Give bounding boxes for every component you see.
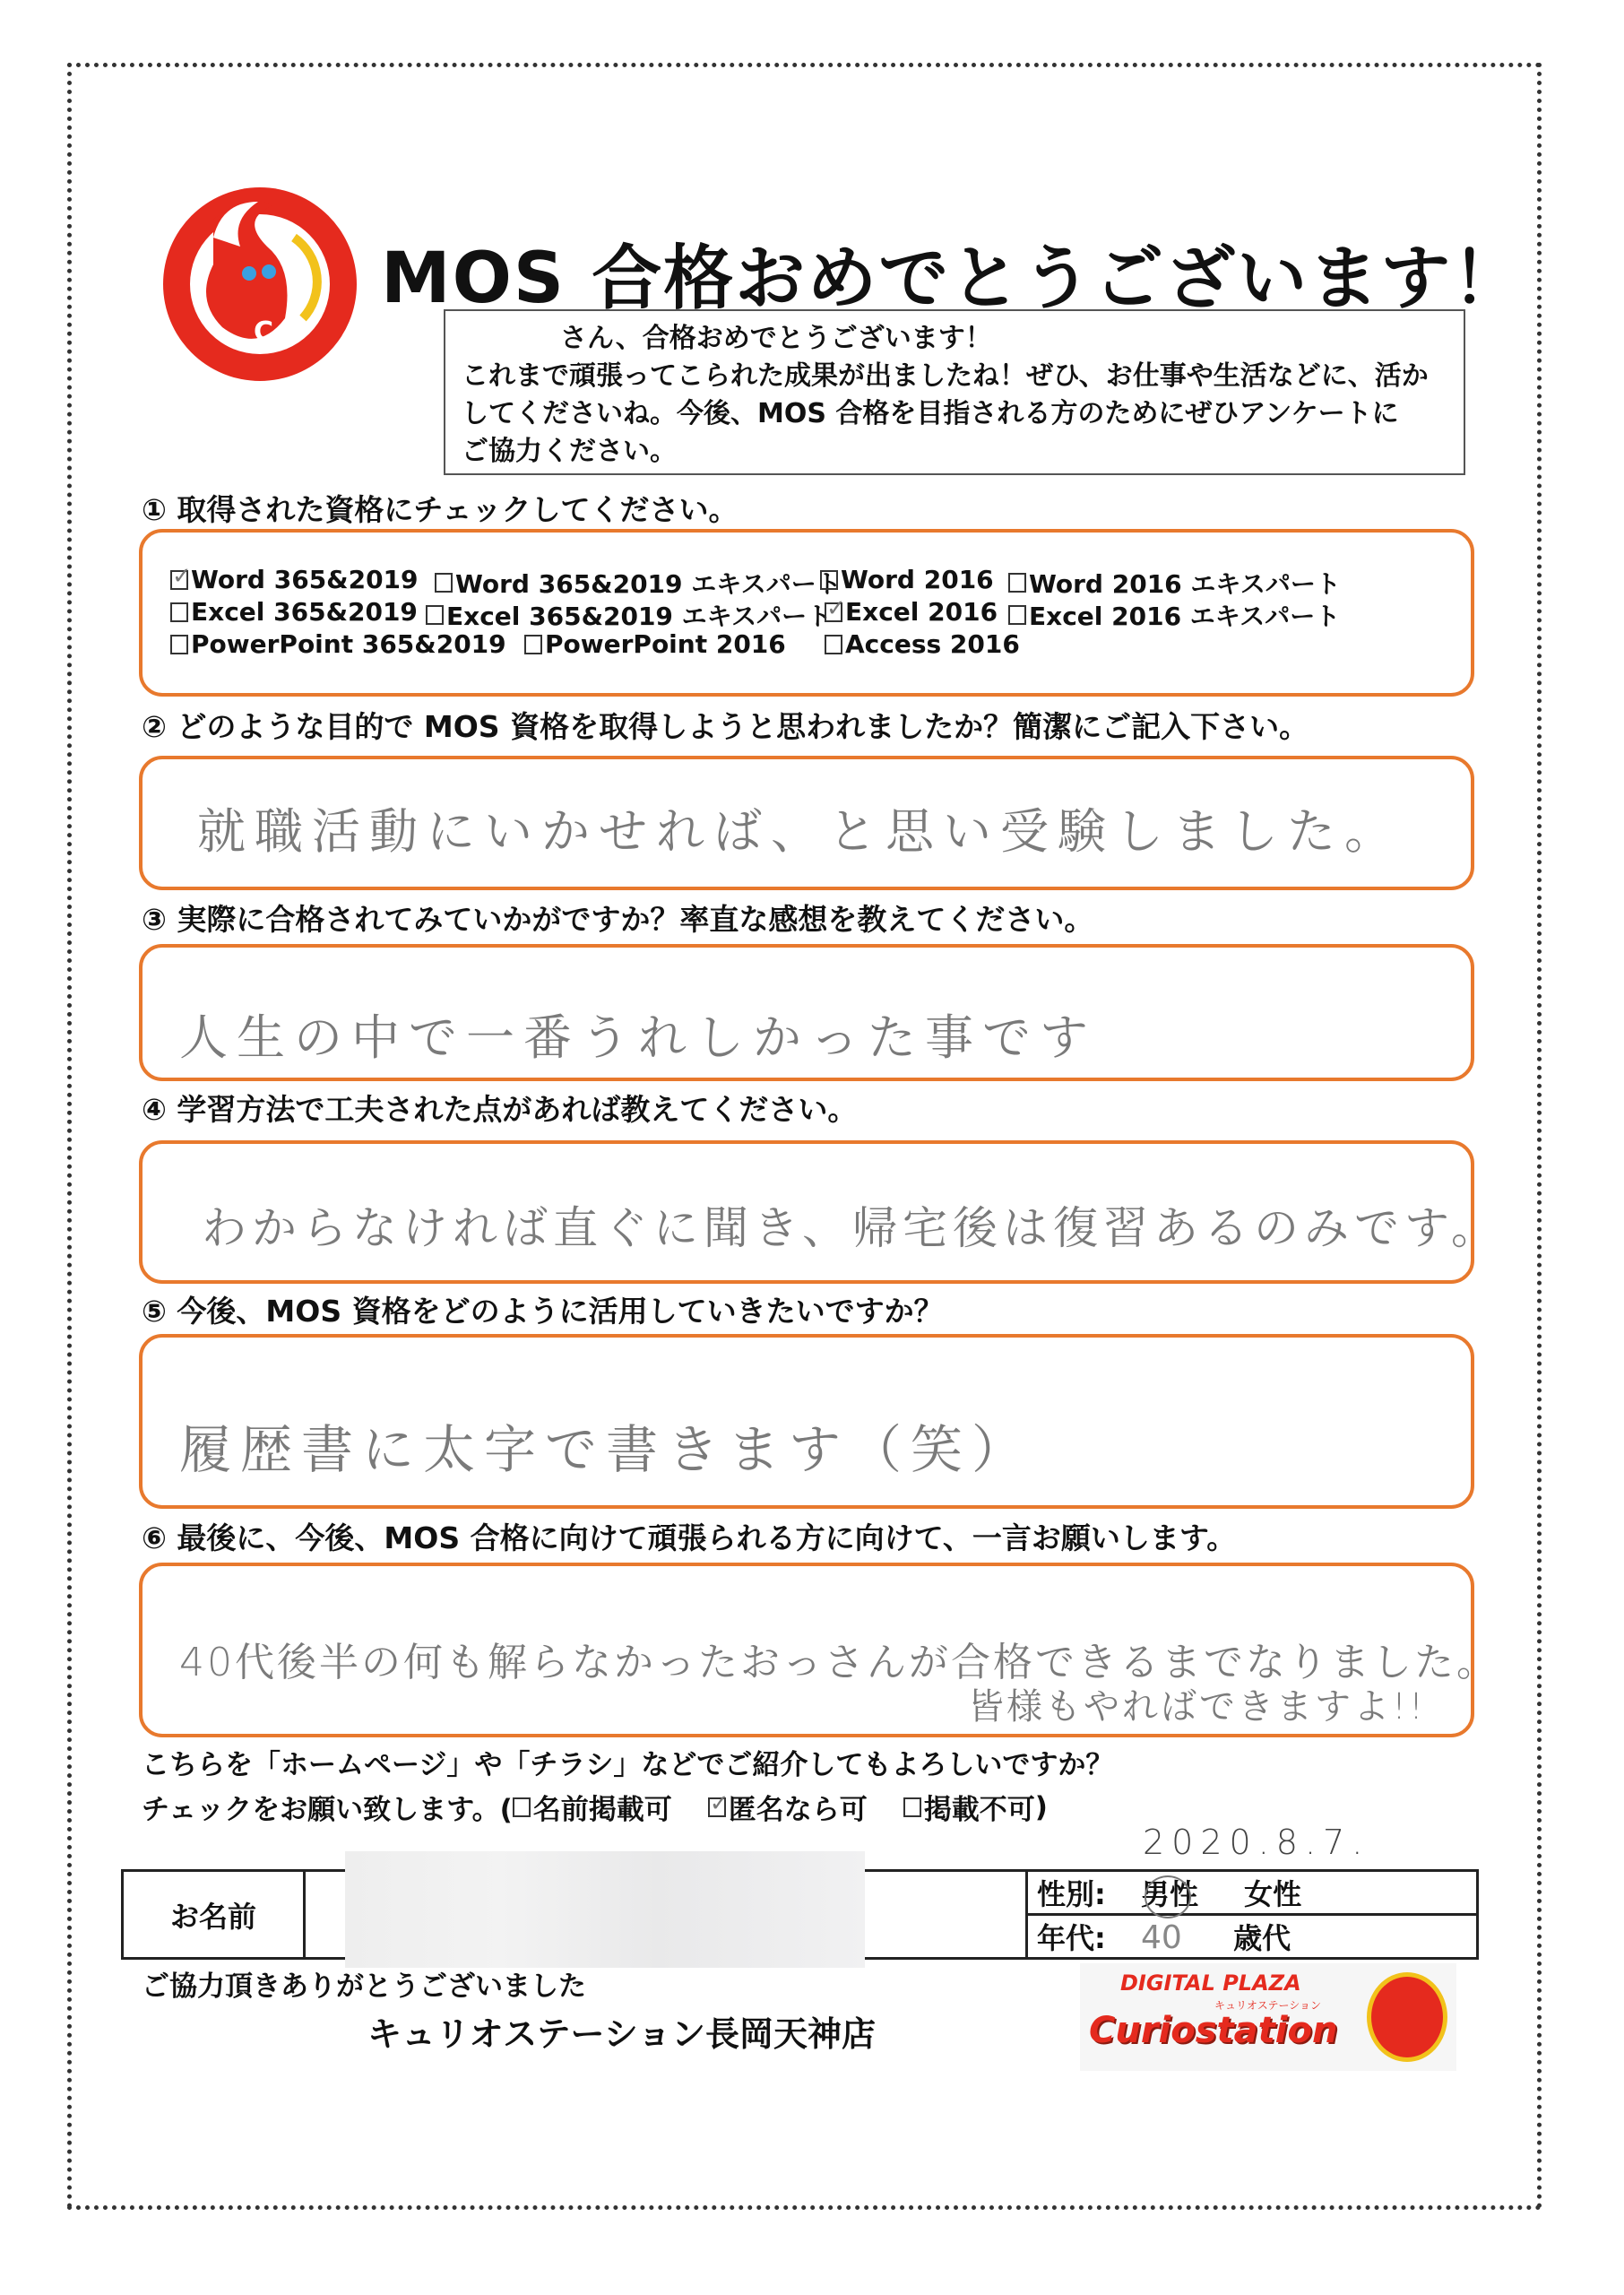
age-label: 年代:	[1037, 1921, 1106, 1955]
curio-mascot-logo	[160, 184, 361, 385]
age-row	[1027, 1915, 1478, 1959]
logo-kana-text: キュリオステーション	[1214, 1999, 1322, 2012]
logo-top-text: DIGITAL PLAZA	[1120, 1970, 1301, 1996]
age-value[interactable]: 40	[1140, 1919, 1182, 1956]
mini-mascot-icon	[1367, 1972, 1447, 2062]
certification-label: Word 2016 エキスパート	[1029, 569, 1341, 599]
intro-line-2: これまで頑張ってこられた成果が出ましたね！ぜひ、お仕事や生活などに、活か	[462, 360, 1429, 392]
checkbox[interactable]	[524, 635, 542, 654]
checkbox[interactable]	[1008, 605, 1026, 625]
certification-label: Word 365&2019	[191, 565, 419, 594]
certification-option[interactable]	[825, 629, 1020, 659]
consent-prefix: チェックをお願い致します。(	[142, 1794, 513, 1826]
answer-6-text-2: 皆様もやればできますよ!!	[968, 1686, 1427, 1728]
certification-label: Excel 365&2019 エキスパート	[446, 602, 833, 631]
intro-box	[444, 309, 1465, 475]
question-2-heading: ② どのような目的で MOS 資格を取得しようと思われましたか？簡潔にご記入下さい。	[142, 709, 1309, 744]
logo-letter: C	[254, 316, 274, 348]
page-title: MOS 合格おめでとうございます！	[381, 238, 1525, 319]
consent-suffix: )	[1034, 1790, 1048, 1823]
name-label: お名前	[123, 1871, 305, 1959]
certification-option[interactable]	[435, 565, 842, 601]
intro-line-4: ご協力ください。	[462, 436, 677, 467]
checkbox[interactable]	[825, 635, 842, 654]
thanks-text: ご協力頂きありがとうございました	[142, 1970, 586, 2003]
handwritten-date: 2020.8.7.	[1143, 1823, 1370, 1862]
consent-checkbox-name-ok[interactable]	[513, 1797, 531, 1817]
gender-male-label: 男性	[1140, 1877, 1198, 1911]
consent-options	[142, 1787, 1048, 1827]
gender-label: 性別:	[1037, 1877, 1106, 1911]
checkbox[interactable]	[825, 602, 842, 622]
certification-option[interactable]	[1008, 597, 1340, 633]
certification-label: Word 2016	[841, 565, 994, 594]
certification-option[interactable]	[820, 565, 994, 594]
gender-option-female[interactable]: 女性	[1244, 1877, 1302, 1911]
age-suffix: 歳代	[1233, 1921, 1291, 1955]
checkbox[interactable]	[426, 605, 444, 625]
consent-checkbox-anonymous-ok[interactable]	[708, 1797, 726, 1817]
gender-row	[1027, 1871, 1478, 1915]
redacted-name-blur	[345, 1851, 865, 1968]
intro-line-1: さん、合格おめでとうございます！	[560, 323, 992, 354]
certification-label: Excel 2016	[845, 597, 998, 627]
certification-label: PowerPoint 2016	[545, 629, 786, 659]
intro-line-3: してくださいね。今後、MOS 合格を目指される方のためにぜひアンケートに	[462, 398, 1399, 429]
certification-label: Excel 2016 エキスパート	[1029, 602, 1341, 631]
question-3-heading: ③ 実際に合格されてみていかがですか？率直な感想を教えてください。	[142, 902, 1094, 937]
checkbox[interactable]	[1008, 573, 1026, 593]
checkbox[interactable]	[820, 570, 838, 590]
certification-label: Word 365&2019 エキスパート	[455, 569, 842, 599]
answer-2-text: 就職活動にいかせれば、と思い受験しました。	[197, 803, 1402, 860]
question-4-heading: ④ 学習方法で工夫された点があれば教えてください。	[142, 1092, 858, 1127]
answer-6-text: 40代後半の何も解らなかったおっさんが合格できるまでなりました。	[179, 1640, 1499, 1685]
answer-5-text: 履歴書に太字で書きます（笑）	[179, 1419, 1033, 1480]
consent-option-label: 名前掲載可	[532, 1794, 672, 1826]
checkbox[interactable]	[170, 602, 188, 622]
question-6-heading: ⑥ 最後に、今後、MOS 合格に向けて頑張られる方に向けて、一言お願いします。	[142, 1520, 1237, 1555]
consent-option-label: 匿名なら可	[728, 1794, 868, 1826]
checkbox[interactable]	[170, 635, 188, 654]
certification-option[interactable]	[426, 597, 832, 633]
gender-option-male[interactable]	[1141, 1877, 1198, 1911]
certification-option[interactable]	[170, 629, 506, 659]
certification-label: Excel 365&2019	[191, 597, 418, 627]
selection-circle	[1145, 1875, 1191, 1918]
consent-checkbox-not-allowed[interactable]	[903, 1797, 921, 1817]
certification-option[interactable]	[170, 565, 419, 594]
consent-question: こちらを「ホームページ」や「チラシ」などでご紹介してもよろしいですか？	[142, 1749, 1114, 1781]
certification-option[interactable]	[524, 629, 786, 659]
checkbox[interactable]	[435, 573, 453, 593]
question-1-heading: ① 取得された資格にチェックしてください。	[142, 492, 739, 527]
question-5-heading: ⑤ 今後、MOS 資格をどのように活用していきたいですか？	[142, 1294, 944, 1329]
certification-option[interactable]	[825, 597, 998, 627]
store-name: キュリオステーション長岡天神店	[367, 2014, 876, 2054]
certification-option[interactable]	[1008, 565, 1341, 601]
consent-option-label: 掲載不可	[923, 1794, 1035, 1826]
answer-4-text: わからなければ直ぐに聞き、帰宅後は復習あるのみです。	[202, 1202, 1501, 1254]
certification-option[interactable]	[170, 597, 418, 627]
logo-main-text: Curiostation	[1089, 2010, 1338, 2051]
answer-3-text: 人生の中で一番うれしかった事です	[179, 1009, 1097, 1066]
certification-label: PowerPoint 365&2019	[191, 629, 506, 659]
checkbox[interactable]	[170, 570, 188, 590]
certification-label: Access 2016	[845, 629, 1020, 659]
curiostation-footer-logo	[1080, 1963, 1456, 2071]
